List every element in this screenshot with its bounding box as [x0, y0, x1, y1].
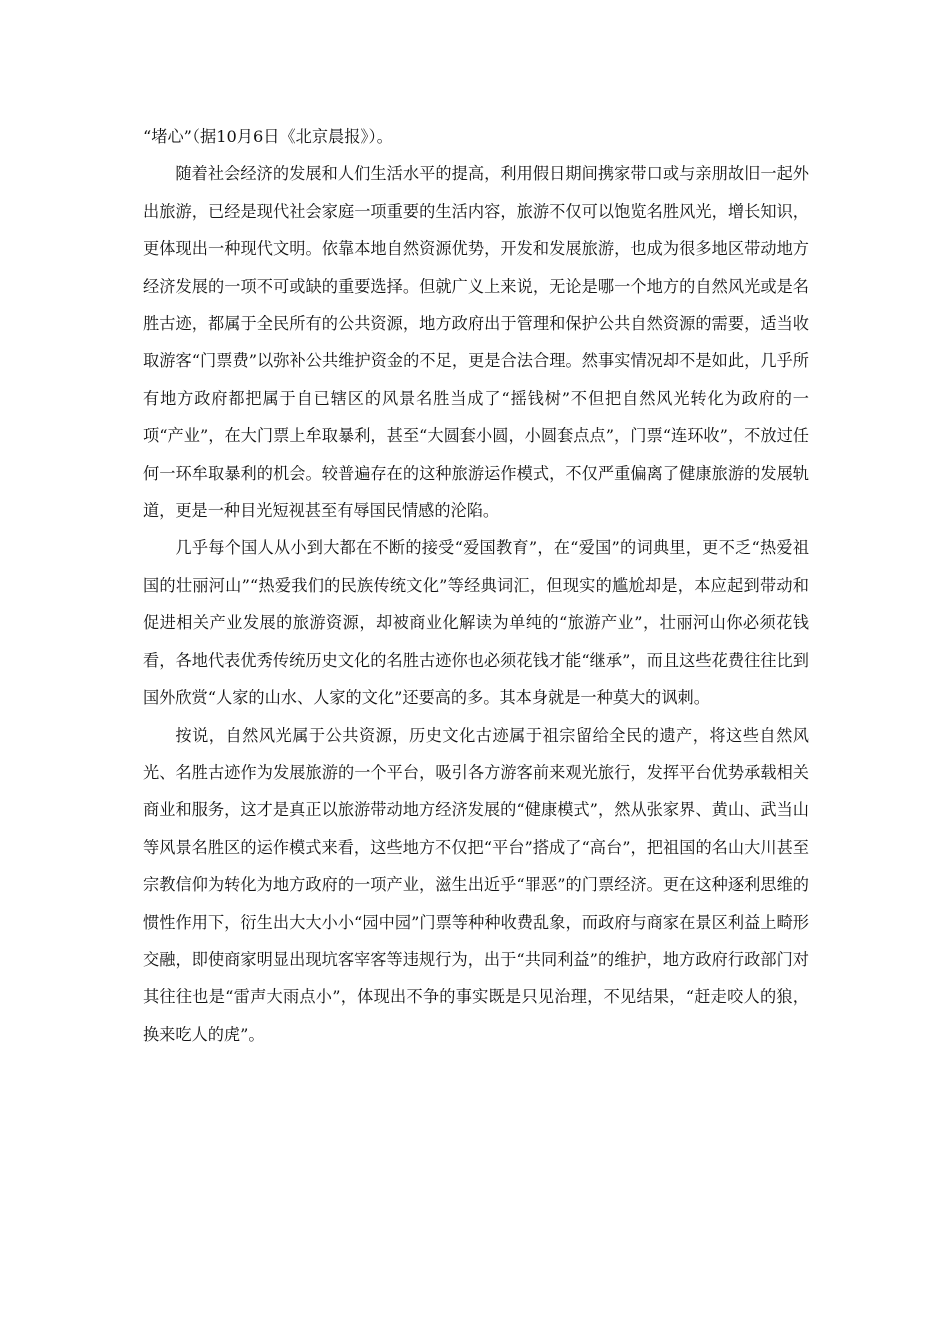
paragraph-patriotic-education: 几乎每个国人从小到大都在不断的接受“爱国教育”，在“爱国”的词典里，更不乏“热爱祖国的壮丽河山”“热爱我们的民族传统文化”等经典词汇，但现实的尴尬却是，本应起到带动和促进相关产业发展的旅游资源，却被商业化解读为单纯的“旅游产业”，壮丽河山你必须花钱看，各地代表优秀传统历史文化的名胜古迹你也必须花钱才能“继承”，而且这些花费往往比到国外欣赏“人家的山水、人家的文化”还要高的多。其本身就是一种莫大的讽刺。 [143, 538, 809, 708]
paragraph-continuation: “堵心”（据10月6日《北京晨报》）。 [143, 127, 393, 146]
paragraph-public-resources: 按说，自然风光属于公共资源，历史文化古迹属于祖宗留给全民的遗产，将这些自然风光、名胜古迹作为发展旅游的一个平台，吸引各方游客前来观光旅行，发挥平台优势承载相关商业和服务，这才是真正以旅游带动地方经济发展的“健康模式”，然从张家界、黄山、武当山等风景名胜区的运作模式来看，这些地方不仅把“平台”搭成了“高台”，把祖国的名山大川甚至宗教信仰为转化为地方政府的一项产业，滋生出近乎“罪恶”的门票经济。更在这种逐利思维的惯性作用下，衍生出大大小小“园中园”门票等种种收费乱象，而政府与商家在景区利益上畸形交融，即使商家明显出现坑客宰客等违规行为，出于“共同利益”的维护，地方政府行政部门对其往往也是“雷声大雨点小”，体现出不争的事实既是只见治理，不见结果，“赶走咬人的狼，换来吃人的虎”。 [143, 725, 809, 1044]
article-body [143, 118, 809, 1053]
paragraph-tourism-development: 随着社会经济的发展和人们生活水平的提高，利用假日期间携家带口或与亲朋故旧一起外出旅游，已经是现代社会家庭一项重要的生活内容，旅游不仅可以饱览名胜风光，增长知识，更体现出一种现代文明。依靠本地自然资源优势，开发和发展旅游，也成为很多地区带动地方经济发展的一项不可或缺的重要选择。但就广义上来说，无论是哪一个地方的自然风光或是名胜古迹，都属于全民所有的公共资源，地方政府出于管理和保护公共自然资源的需要，适当收取游客“门票费”以弥补公共维护资金的不足，更是合法合理。然事实情况却不是如此，几乎所有地方政府都把属于自已辖区的风景名胜当成了“摇钱树”不但把自然风光转化为政府的一项“产业”，在大门票上牟取暴利，甚至“大圆套小圆，小圆套点点”，门票“连环收”，不放过任何一环牟取暴利的机会。较普遍存在的这种旅游运作模式，不仅严重偏离了健康旅游的发展轨道，更是一种目光短视甚至有辱国民情感的沦陷。 [143, 164, 809, 521]
